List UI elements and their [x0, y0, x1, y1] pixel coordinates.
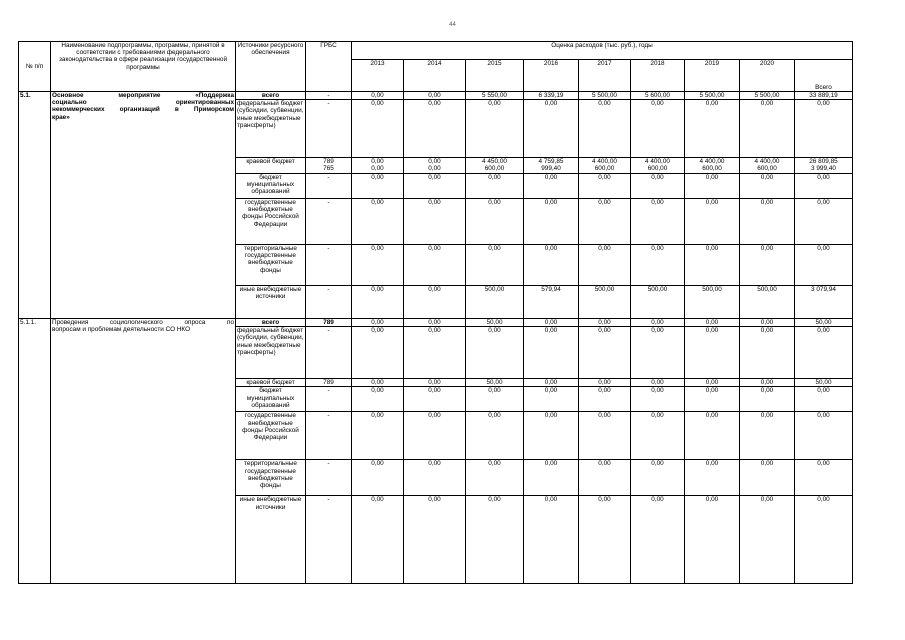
- value-cell: 0,00: [466, 412, 524, 460]
- value-cell: 0,00: [404, 379, 466, 387]
- value-cell: 0,00: [631, 173, 685, 198]
- grbs-code: -: [306, 496, 352, 584]
- total-cell: 0,00: [795, 198, 853, 244]
- value-cell: 4 450,00: [466, 158, 524, 166]
- value-cell: 0,00: [404, 100, 466, 158]
- total-cell: 3 999,40: [795, 165, 853, 173]
- header-year: 2016: [524, 60, 579, 92]
- total-cell: 0,00: [795, 100, 853, 158]
- value-cell: 0,00: [352, 318, 404, 326]
- header-estimate: Оценка расходов (тыс. руб.), годы: [352, 42, 853, 60]
- grbs-code: -: [306, 412, 352, 460]
- measure-name: [51, 92, 236, 319]
- grbs-code: 789: [306, 379, 352, 387]
- header-year: 2014: [404, 60, 466, 92]
- value-cell: 0,00: [404, 412, 466, 460]
- value-cell: 0,00: [631, 244, 685, 285]
- value-cell: 0,00: [352, 387, 404, 412]
- value-cell: 0,00: [579, 412, 631, 460]
- value-cell: 0,00: [524, 327, 579, 379]
- value-cell: 0,00: [352, 100, 404, 158]
- value-cell: 0,00: [631, 379, 685, 387]
- expenses-table: [18, 41, 853, 584]
- value-cell: 0,00: [631, 412, 685, 460]
- value-cell: 0,00: [404, 165, 466, 173]
- row-number: 5.1.: [19, 92, 51, 319]
- total-cell: 0,00: [795, 460, 853, 496]
- value-cell: 6 339,19: [524, 92, 579, 100]
- header-total: Всего: [795, 60, 853, 92]
- value-cell: 579,94: [524, 285, 579, 318]
- row-number: 5.1.1.: [19, 318, 51, 583]
- funding-source: государственные внебюджетные фонды Российской Федерации: [236, 198, 306, 244]
- value-cell: 0,00: [524, 318, 579, 326]
- measure-name-line: крае»: [52, 113, 70, 121]
- measure-name-line: вопросам и проблемам деятельности СО НКО: [52, 326, 191, 334]
- value-cell: 0,00: [579, 327, 631, 379]
- value-cell: 0,00: [579, 460, 631, 496]
- value-cell: 0,00: [404, 318, 466, 326]
- value-cell: 5 500,00: [685, 92, 740, 100]
- measure-name: [51, 318, 236, 583]
- value-cell: 0,00: [352, 412, 404, 460]
- value-cell: 0,00: [352, 173, 404, 198]
- value-cell: 0,00: [524, 496, 579, 584]
- grbs-code: -: [306, 92, 352, 100]
- value-cell: 600,00: [685, 165, 740, 173]
- value-cell: 0,00: [579, 100, 631, 158]
- value-cell: 0,00: [685, 100, 740, 158]
- value-cell: 0,00: [579, 496, 631, 584]
- value-cell: 0,00: [466, 327, 524, 379]
- value-cell: 500,00: [740, 285, 795, 318]
- value-cell: 0,00: [404, 158, 466, 166]
- value-cell: 0,00: [740, 460, 795, 496]
- measure-name-line: некоммерческих организаций в Приморском: [52, 106, 234, 114]
- value-cell: 0,00: [579, 198, 631, 244]
- value-cell: 0,00: [685, 496, 740, 584]
- value-cell: 0,00: [466, 198, 524, 244]
- value-cell: 0,00: [740, 173, 795, 198]
- value-cell: 0,00: [579, 173, 631, 198]
- value-cell: 5 500,00: [740, 92, 795, 100]
- value-cell: 0,00: [524, 387, 579, 412]
- value-cell: 0,00: [631, 327, 685, 379]
- funding-source: территориальные государственные внебюджетные фонды: [236, 244, 306, 285]
- grbs-code: 765: [306, 165, 352, 173]
- funding-source: федеральный бюджет (субсидии, субвенции, иные межбюджетные трансферты): [236, 100, 306, 158]
- grbs-code: -: [306, 327, 352, 379]
- value-cell: 0,00: [685, 460, 740, 496]
- value-cell: 0,00: [740, 244, 795, 285]
- value-cell: 0,00: [685, 379, 740, 387]
- funding-source: государственные внебюджетные фонды Российской Федерации: [236, 412, 306, 460]
- value-cell: 0,00: [466, 460, 524, 496]
- value-cell: 0,00: [740, 327, 795, 379]
- value-cell: 4 400,00: [740, 158, 795, 166]
- value-cell: 0,00: [404, 496, 466, 584]
- value-cell: 0,00: [524, 100, 579, 158]
- value-cell: 0,00: [524, 412, 579, 460]
- value-cell: 500,00: [631, 285, 685, 318]
- value-cell: 0,00: [404, 173, 466, 198]
- total-cell: 0,00: [795, 173, 853, 198]
- value-cell: 0,00: [404, 244, 466, 285]
- total-cell: 50,00: [795, 379, 853, 387]
- value-cell: 0,00: [685, 173, 740, 198]
- page-number: 44: [449, 22, 456, 28]
- total-cell: 0,00: [795, 244, 853, 285]
- value-cell: 0,00: [466, 496, 524, 584]
- value-cell: 600,00: [740, 165, 795, 173]
- total-cell: 33 889,19: [795, 92, 853, 100]
- value-cell: 0,00: [524, 460, 579, 496]
- header-year: 2015: [466, 60, 524, 92]
- header-source: Источники ресурсного обеспечения: [236, 42, 306, 92]
- value-cell: 0,00: [404, 460, 466, 496]
- value-cell: 600,00: [631, 165, 685, 173]
- value-cell: 4 400,00: [631, 158, 685, 166]
- funding-source: бюджет муниципальных образований: [236, 387, 306, 412]
- value-cell: 4 400,00: [685, 158, 740, 166]
- value-cell: 0,00: [524, 379, 579, 387]
- grbs-code: -: [306, 387, 352, 412]
- value-cell: 0,00: [466, 387, 524, 412]
- value-cell: 0,00: [740, 318, 795, 326]
- value-cell: 0,00: [631, 496, 685, 584]
- funding-source: территориальные государственные внебюджетные фонды: [236, 460, 306, 496]
- grbs-code: -: [306, 173, 352, 198]
- value-cell: 0,00: [631, 460, 685, 496]
- header-grbs: ГРБС: [306, 42, 352, 92]
- value-cell: 4 400,00: [579, 158, 631, 166]
- value-cell: 4 759,85: [524, 158, 579, 166]
- value-cell: 0,00: [524, 198, 579, 244]
- value-cell: 0,00: [352, 244, 404, 285]
- grbs-code: -: [306, 460, 352, 496]
- value-cell: 0,00: [404, 198, 466, 244]
- value-cell: 0,00: [524, 244, 579, 285]
- total-cell: 50,00: [795, 318, 853, 326]
- value-cell: 5 600,00: [631, 92, 685, 100]
- value-cell: 0,00: [404, 327, 466, 379]
- value-cell: 0,00: [466, 244, 524, 285]
- grbs-code: -: [306, 285, 352, 318]
- funding-source: краевой бюджет: [236, 158, 306, 174]
- value-cell: 0,00: [685, 198, 740, 244]
- value-cell: 0,00: [631, 100, 685, 158]
- value-cell: 0,00: [740, 387, 795, 412]
- value-cell: 0,00: [352, 158, 404, 166]
- total-cell: 0,00: [795, 412, 853, 460]
- value-cell: 0,00: [466, 173, 524, 198]
- value-cell: 0,00: [631, 198, 685, 244]
- grbs-code: -: [306, 198, 352, 244]
- header-name: Наименование подпрограммы, программы, принятой в соответствии с требованиями федерального законодательства в сфере реализации государственной программы: [51, 42, 236, 92]
- value-cell: 0,00: [352, 460, 404, 496]
- funding-source: краевой бюджет: [236, 379, 306, 387]
- header-num: № п/п: [19, 42, 51, 92]
- value-cell: 0,00: [685, 327, 740, 379]
- value-cell: 5 550,00: [466, 92, 524, 100]
- value-cell: 500,00: [685, 285, 740, 318]
- value-cell: 0,00: [685, 244, 740, 285]
- value-cell: 0,00: [685, 387, 740, 412]
- value-cell: 600,00: [579, 165, 631, 173]
- value-cell: 0,00: [579, 379, 631, 387]
- total-cell: 0,00: [795, 327, 853, 379]
- grbs-code: 789: [306, 158, 352, 166]
- value-cell: 0,00: [631, 387, 685, 412]
- table-row: [19, 92, 853, 100]
- total-cell: 0,00: [795, 387, 853, 412]
- value-cell: 50,00: [466, 318, 524, 326]
- header-year: 2020: [740, 60, 795, 92]
- value-cell: 0,00: [685, 412, 740, 460]
- value-cell: 5 500,00: [579, 92, 631, 100]
- value-cell: 0,00: [352, 198, 404, 244]
- value-cell: 0,00: [404, 285, 466, 318]
- value-cell: 999,40: [524, 165, 579, 173]
- grbs-code: -: [306, 100, 352, 158]
- value-cell: 0,00: [352, 496, 404, 584]
- value-cell: 50,00: [466, 379, 524, 387]
- value-cell: 0,00: [740, 496, 795, 584]
- total-cell: 26 809,85: [795, 158, 853, 166]
- funding-source: всего: [236, 92, 306, 100]
- value-cell: 0,00: [352, 285, 404, 318]
- grbs-code: -: [306, 244, 352, 285]
- funding-source: бюджет муниципальных образований: [236, 173, 306, 198]
- value-cell: 0,00: [524, 173, 579, 198]
- total-cell: 0,00: [795, 496, 853, 584]
- value-cell: 0,00: [740, 379, 795, 387]
- value-cell: 0,00: [631, 318, 685, 326]
- funding-source: иные внебюджетные источники: [236, 496, 306, 584]
- value-cell: 600,00: [466, 165, 524, 173]
- value-cell: 0,00: [740, 412, 795, 460]
- grbs-code: 789: [306, 318, 352, 326]
- header-year: 2018: [631, 60, 685, 92]
- table-header: [19, 42, 853, 92]
- value-cell: 0,00: [404, 92, 466, 100]
- funding-source: иные внебюджетные источники: [236, 285, 306, 318]
- table-body: [19, 92, 853, 584]
- header-year: 2019: [685, 60, 740, 92]
- value-cell: 500,00: [579, 285, 631, 318]
- measure-name-line: Проведения социологического опроса по: [52, 318, 234, 326]
- table-row: [19, 318, 853, 326]
- value-cell: 0,00: [740, 100, 795, 158]
- header-year: 2013: [352, 60, 404, 92]
- measure-name-line: социально ориентированных: [52, 99, 234, 107]
- value-cell: 0,00: [579, 387, 631, 412]
- funding-source: всего: [236, 318, 306, 326]
- funding-source: федеральный бюджет (субсидии, субвенции, иные межбюджетные трансферты): [236, 327, 306, 379]
- value-cell: 0,00: [352, 92, 404, 100]
- value-cell: 0,00: [466, 100, 524, 158]
- value-cell: 0,00: [579, 318, 631, 326]
- value-cell: 500,00: [466, 285, 524, 318]
- value-cell: 0,00: [352, 327, 404, 379]
- value-cell: 0,00: [352, 379, 404, 387]
- total-cell: 3 079,94: [795, 285, 853, 318]
- value-cell: 0,00: [579, 244, 631, 285]
- value-cell: 0,00: [740, 198, 795, 244]
- value-cell: 0,00: [404, 387, 466, 412]
- measure-name-line: Основное мероприятие «Поддержка: [52, 92, 234, 99]
- value-cell: 0,00: [685, 318, 740, 326]
- header-year: 2017: [579, 60, 631, 92]
- value-cell: 0,00: [352, 165, 404, 173]
